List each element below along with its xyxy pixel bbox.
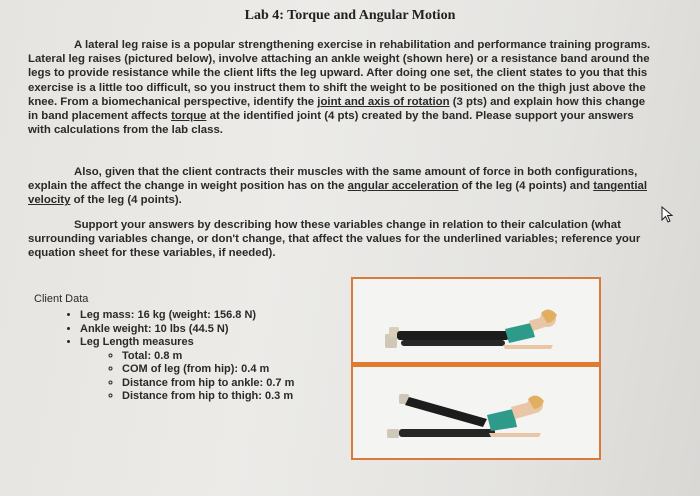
figure-top-lying-pose (385, 309, 557, 349)
client-data-list (34, 309, 354, 404)
text-span: (3 pts) and explain how this change in band placement affects (28, 95, 646, 123)
paragraph-question-1 (28, 38, 653, 137)
underlined-term-tangential-velocity: tangential velocity (28, 180, 647, 207)
text-span: at the identified joint (4 pts) created by the band. Please support your answers with calculations from the lab class. (28, 110, 634, 137)
text-span: A lateral leg raise is a popular strengthening exercise in rehabilitation and performance training programs. Lateral leg raises (pictured below), involve attaching an ankle weight (shown here) or a resistance band around the legs to provide resistance while the client lifts the leg upward. After doing one set, the client states to you that this exercise is a little too difficult, so you instruct them to shift the weight to be positioned on the thigh just above the knee. From a biomechanical perspective, identify the (28, 39, 651, 108)
sub-item-total: ◦ Total: 0.8 m (122, 350, 354, 364)
underlined-term-torque: torque (171, 110, 207, 123)
text-span: Also, given that the client contracts their muscles with the same amount of force in both configurations, explain the affect the change in weight position has on the (28, 166, 638, 193)
client-data-section (34, 293, 354, 404)
list-item-leg-length (80, 336, 354, 404)
underlined-term-joint-axis: joint and axis of rotation (317, 95, 450, 108)
client-data-heading: Client Data (34, 293, 89, 305)
sub-item-com: ◦ COM of leg (from hip): 0.4 m (122, 363, 354, 377)
paragraph-question-2 (28, 165, 653, 208)
leg-length-label: Leg Length measures (80, 336, 194, 348)
list-item-ankle-weight: • Ankle weight: 10 lbs (44.5 N) (80, 323, 354, 337)
list-item-leg-mass: • Leg mass: 16 kg (weight: 156.8 N) (80, 309, 354, 323)
figure-divider (353, 362, 599, 367)
sub-item-hip-ankle: ◦ Distance from hip to ankle: 0.7 m (122, 377, 354, 391)
leg-raise-illustration (353, 279, 599, 458)
figure-bottom-raised-pose (387, 394, 544, 438)
mouse-pointer-icon (661, 206, 675, 224)
underlined-term-angular-acceleration: angular acceleration (347, 180, 459, 193)
sub-item-hip-thigh: ◦ Distance from hip to thigh: 0.3 m (122, 390, 354, 404)
page-title: Lab 4: Torque and Angular Motion (244, 8, 456, 23)
leg-raise-figure (351, 277, 601, 460)
text-span: of the leg (4 points) and (458, 180, 594, 193)
text-span: Support your answers by describing how these variables change in relation to their calculation (what surrounding variables change, or don't change, that affect the values for the underlined variables; reference your equation sheet for these variables, if needed). (28, 219, 641, 260)
leg-length-sublist (80, 350, 354, 404)
text-span: of the leg (4 points). (70, 194, 182, 207)
paragraph-instructions (28, 218, 653, 261)
